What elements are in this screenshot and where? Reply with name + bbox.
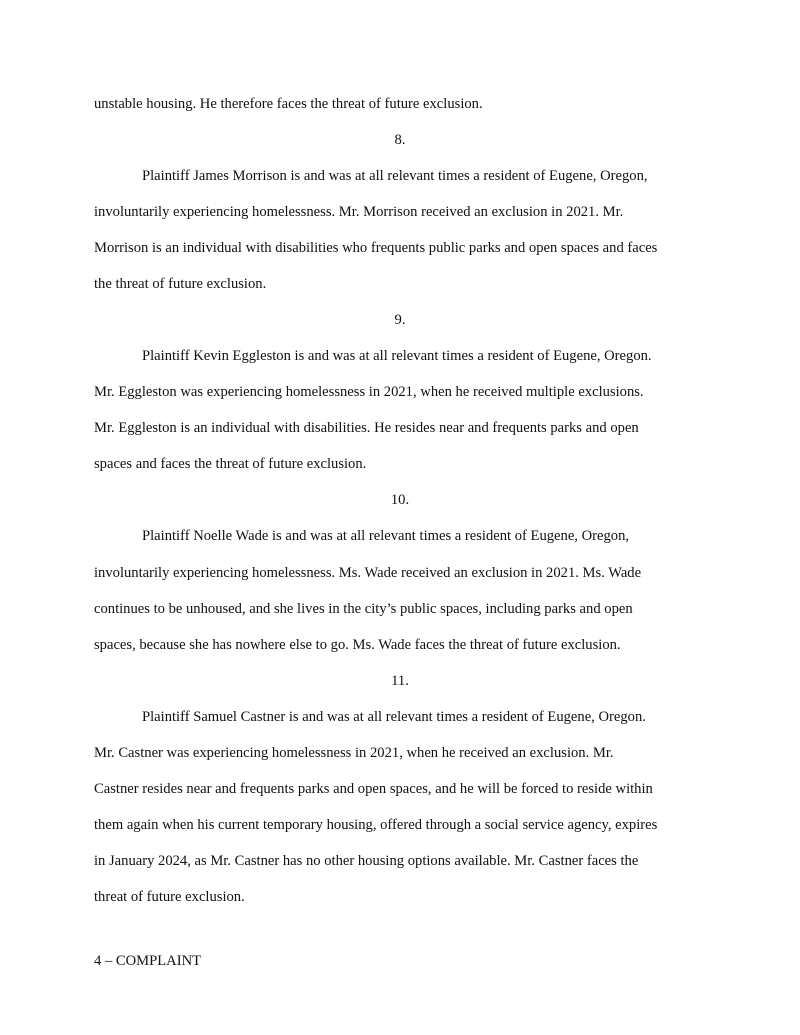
paragraph-number-9: 9. bbox=[394, 312, 406, 328]
paragraph-number-11: 11. bbox=[391, 673, 409, 689]
page-footer: 4 – COMPLAINT bbox=[94, 953, 202, 969]
paragraph-11-line-5: in January 2024, as Mr. Castner has no other housing options available. Mr. Castner faces the bbox=[94, 853, 639, 869]
paragraph-8-line-1: Plaintiff James Morrison is and was at all relevant times a resident of Eugene, Oregon, bbox=[142, 168, 648, 184]
paragraph-9-line-4: spaces and faces the threat of future exclusion. bbox=[94, 456, 367, 472]
paragraph-11-line-1: Plaintiff Samuel Castner is and was at all relevant times a resident of Eugene, Oregon. bbox=[142, 709, 646, 725]
paragraph-11-line-2: Mr. Castner was experiencing homelessness in 2021, when he received an exclusion. Mr. bbox=[94, 745, 614, 761]
paragraph-number-10: 10. bbox=[390, 492, 410, 508]
paragraph-8-line-4: the threat of future exclusion. bbox=[94, 276, 267, 292]
intro-line: unstable housing. He therefore faces the threat of future exclusion. bbox=[94, 96, 483, 112]
paragraph-10-line-4: spaces, because she has nowhere else to go. Ms. Wade faces the threat of future exclusion. bbox=[94, 637, 621, 653]
paragraph-11-line-3: Castner resides near and frequents parks and open spaces, and he will be forced to reside within bbox=[94, 781, 653, 797]
paragraph-number-8: 8. bbox=[394, 132, 406, 148]
paragraph-8-line-3: Morrison is an individual with disabilities who frequents public parks and open spaces and faces bbox=[94, 240, 658, 256]
paragraph-9-line-3: Mr. Eggleston is an individual with disabilities. He resides near and frequents parks and open bbox=[94, 420, 639, 436]
paragraph-11-line-4: them again when his current temporary housing, offered through a social service agency, expires bbox=[94, 817, 658, 833]
paragraph-11-line-6: threat of future exclusion. bbox=[94, 889, 245, 905]
paragraph-10-line-1: Plaintiff Noelle Wade is and was at all relevant times a resident of Eugene, Oregon, bbox=[142, 528, 630, 544]
paragraph-8-line-2: involuntarily experiencing homelessness. Mr. Morrison received an exclusion in 2021. Mr. bbox=[94, 204, 624, 220]
paragraph-10-line-2: involuntarily experiencing homelessness. Ms. Wade received an exclusion in 2021. Ms. Wade bbox=[94, 565, 642, 581]
paragraph-10-line-3: continues to be unhoused, and she lives in the city’s public spaces, including parks and open bbox=[94, 601, 633, 617]
paragraph-9-line-1: Plaintiff Kevin Eggleston is and was at all relevant times a resident of Eugene, Oregon. bbox=[142, 348, 652, 364]
paragraph-9-line-2: Mr. Eggleston was experiencing homelessness in 2021, when he received multiple exclusions. bbox=[94, 384, 644, 400]
